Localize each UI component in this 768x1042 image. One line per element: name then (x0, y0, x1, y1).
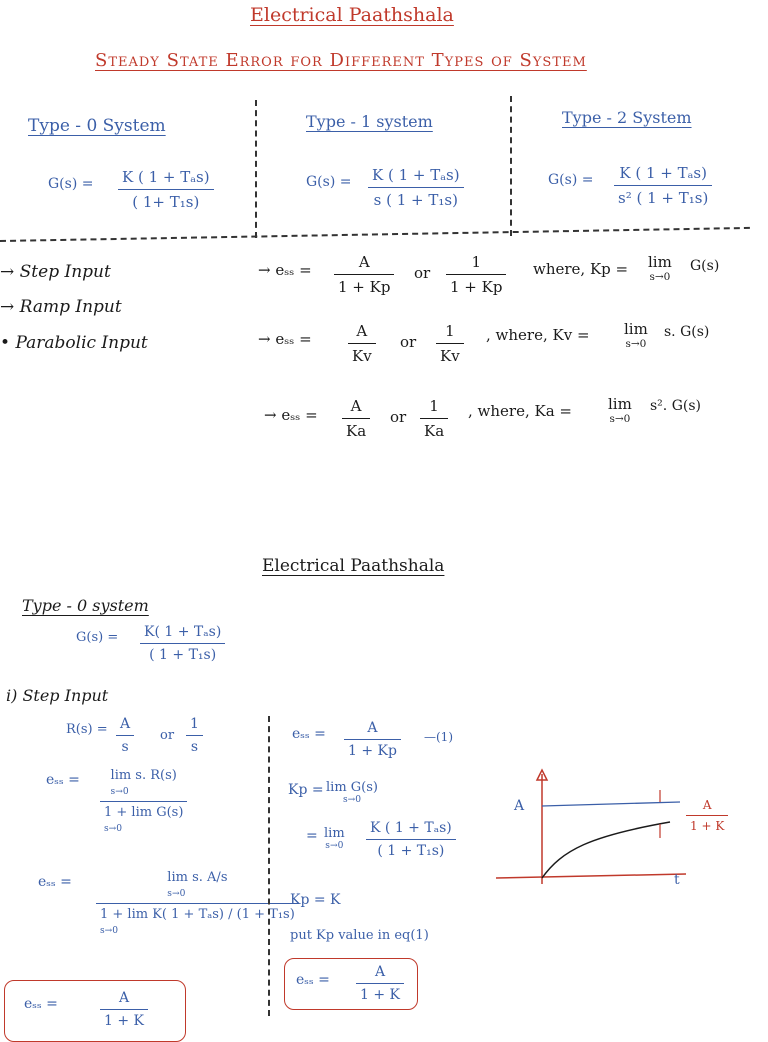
steady-state-line (542, 802, 680, 806)
type0-g-frac (118, 168, 214, 211)
frac-den: ( 1 + T₁s) (149, 647, 217, 664)
ramp-input-label: → Ramp Input (0, 297, 122, 317)
or-text: or (390, 408, 407, 426)
frac-den: Ka (346, 422, 367, 441)
frac-den: 1 + K (360, 987, 400, 1004)
ess3-frac (100, 990, 148, 1029)
page2-g-frac (140, 624, 225, 663)
fraction-bar (334, 274, 394, 275)
frac-num: 1 (471, 253, 481, 271)
frac-den: Ka (424, 422, 445, 441)
rs-frac-1 (186, 716, 203, 755)
lim-text: lim (324, 826, 345, 841)
frac-num: K( 1 + Tₐs) (144, 624, 222, 640)
frac-num: A (120, 716, 131, 732)
step-tail: G(s) (690, 258, 720, 274)
frac-den: 1 + Kp (450, 278, 503, 297)
frac-num: lim s. R(s) s→0 (110, 768, 177, 797)
ramp-where: , where, Kv = (486, 326, 590, 344)
ess3-lhs: eₛₛ = (24, 996, 58, 1012)
kp-lhs: Kp = (288, 782, 324, 798)
fraction-bar (366, 839, 456, 840)
type2-g-den: s² ( 1 + T₁s) (618, 189, 709, 208)
frac-den: 1 + lim K( 1 + Tₐs) / (1 + T₁s) s→0 (100, 907, 295, 937)
type0-g-lhs: G(s) = (48, 176, 94, 192)
ess1-lhs: eₛₛ = (46, 772, 80, 788)
fraction-bar (614, 185, 712, 186)
box-ess-frac (356, 964, 404, 1003)
parabolic-input-label: • Parabolic Input (0, 333, 148, 353)
step-input-heading: i) Step Input (6, 686, 109, 705)
parabolic-where: , where, Ka = (468, 402, 572, 420)
fraction-bar (186, 735, 203, 736)
frac-den: 1 + K (104, 1013, 144, 1030)
step-input-label: → Step Input (0, 262, 111, 282)
page2-heading: Type - 0 system (22, 596, 149, 615)
frac-den: 1 + Kp (348, 743, 397, 760)
kp2-lim (320, 826, 349, 851)
frac-num: A (356, 322, 368, 340)
lim-text: lim (624, 320, 648, 338)
fraction-bar (100, 1009, 148, 1010)
step-ess-lhs: → eₛₛ = (258, 261, 312, 279)
fraction-bar (140, 643, 225, 644)
lim-sub: s→0 (625, 338, 647, 350)
type1-label: Type - 1 system (306, 112, 433, 131)
frac-den: 1 + Kp (338, 278, 391, 297)
step-frac-1 (446, 253, 506, 296)
frac-num: 1 (429, 397, 439, 415)
frac-num: 1 (445, 322, 455, 340)
frac-num: K ( 1 + Tₐs) (370, 820, 452, 836)
box-ess-lhs: eₛₛ = (296, 972, 330, 988)
parabolic-frac-a (342, 397, 370, 440)
type2-g-lhs: G(s) = (548, 172, 594, 188)
parabolic-frac-1 (420, 397, 448, 440)
frac-num: A (118, 990, 130, 1006)
column-divider (255, 100, 257, 238)
fraction-bar (356, 983, 404, 984)
frac-num: 1 (190, 716, 199, 732)
fraction-bar (436, 343, 464, 344)
frac-num: A (374, 964, 386, 980)
ramp-lim (620, 320, 652, 350)
ramp-ess-lhs: → eₛₛ = (258, 330, 312, 348)
frac-num: A (358, 253, 370, 271)
lim-sub: s→0 (609, 413, 631, 425)
ramp-frac-a (348, 322, 376, 365)
fraction-bar (116, 735, 134, 736)
type0-label: Type - 0 System (28, 116, 166, 136)
column-divider (510, 96, 512, 236)
brand-title-2: Electrical Paathshala (262, 556, 445, 576)
parabolic-ess-lhs: → eₛₛ = (264, 406, 318, 424)
step-where: where, Kp = (533, 260, 629, 278)
type0-g-den: ( 1+ T₁s) (132, 193, 200, 212)
type2-g-frac (614, 164, 712, 207)
rs-lhs: R(s) = (66, 722, 108, 737)
lim-sub: s→0 (325, 841, 344, 851)
put-kp-text: put Kp value in eq(1) (290, 928, 429, 943)
frac-den: Kv (440, 347, 460, 366)
parabolic-lim (604, 395, 636, 425)
lim-sub: s→0 (649, 271, 671, 283)
frac-den: 1 + lim G(s) s→0 (104, 805, 184, 835)
kp2-frac (366, 820, 456, 859)
graph-t-label: t (674, 872, 680, 888)
graph-ss-frac (686, 798, 728, 833)
kp2-eq: = (306, 828, 318, 844)
fraction-bar (342, 418, 370, 419)
frac-den: s (121, 739, 129, 756)
frac-den: Kv (352, 347, 372, 366)
ramp-frac-1 (436, 322, 464, 365)
graph-A-label: A (514, 798, 525, 814)
lim-text: lim (648, 253, 672, 271)
or-text: or (400, 333, 417, 351)
ramp-tail: s. G(s) (664, 324, 710, 340)
brand-title: Electrical Paathshala (250, 4, 454, 26)
fraction-bar (344, 739, 401, 740)
type1-g-lhs: G(s) = (306, 174, 352, 190)
type1-g-frac (368, 166, 464, 209)
fraction-bar (420, 418, 448, 419)
or-text: or (414, 264, 431, 282)
frac-num: A (702, 798, 712, 812)
frac-num: A (367, 720, 378, 736)
type2-g-num: K ( 1 + Tₐs) (619, 164, 707, 182)
r-ess-lhs: eₛₛ = (292, 726, 326, 742)
lim-sub: s→0 (342, 795, 362, 805)
lim-text: lim (608, 395, 632, 413)
frac-den: s (190, 739, 199, 756)
row-divider (0, 227, 750, 242)
step-lim (644, 253, 676, 283)
column-divider (268, 716, 270, 1016)
fraction-bar (118, 189, 214, 190)
fraction-bar (100, 801, 187, 802)
type1-g-num: K ( 1 + Tₐs) (372, 166, 460, 184)
type1-g-den: s ( 1 + T₁s) (373, 191, 458, 210)
fraction-bar (368, 187, 464, 188)
r-ess-frac (344, 720, 401, 759)
type0-g-num: K ( 1 + Tₐs) (122, 168, 210, 186)
type2-label: Type - 2 System (562, 108, 692, 127)
x-axis (496, 874, 686, 878)
kp-result: Kp = K (290, 892, 341, 908)
kp-lim (322, 780, 382, 805)
lim-text: lim G(s) (326, 780, 378, 795)
frac-den: ( 1 + T₁s) (377, 843, 445, 860)
rs-frac-a (116, 716, 134, 755)
eq-ref: —(1) (424, 730, 453, 744)
page2-g-lhs: G(s) = (76, 630, 119, 645)
fraction-bar (446, 274, 506, 275)
frac-num: A (350, 397, 362, 415)
or-text: or (160, 728, 175, 743)
ess2-lhs: eₛₛ = (38, 874, 72, 890)
frac-den: 1 + K (690, 819, 725, 834)
fraction-bar (686, 815, 728, 816)
ess1-frac (100, 768, 187, 835)
response-curve (542, 822, 670, 878)
page-title: Steady State Error for Different Types of System (95, 50, 587, 71)
frac-num: lim s. A/s s→0 (167, 870, 228, 899)
step-frac-a (334, 253, 394, 296)
parabolic-tail: s². G(s) (650, 398, 701, 414)
fraction-bar (348, 343, 376, 344)
